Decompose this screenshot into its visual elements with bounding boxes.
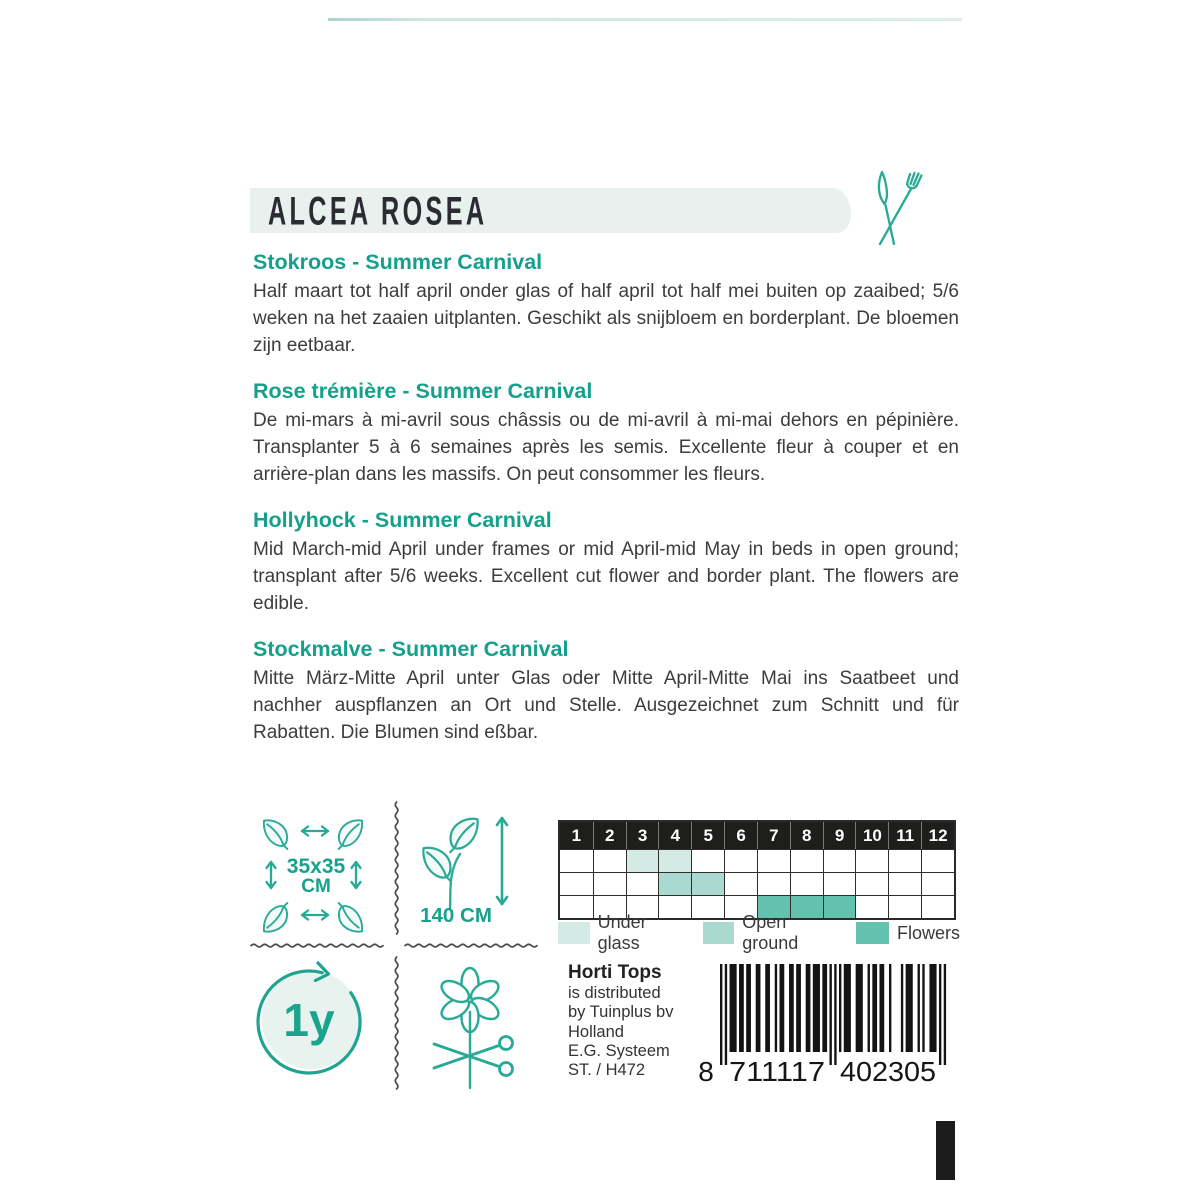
distributor-line: Holland (568, 1022, 624, 1041)
calendar-cell (855, 872, 888, 895)
barcode-bar (720, 964, 722, 1065)
plant-height-value: 140 CM (420, 904, 492, 927)
calendar-cell (790, 849, 823, 872)
spacing-number: 35x35 (286, 855, 346, 878)
barcode-bar (879, 964, 884, 1052)
barcode-bar (765, 964, 770, 1052)
distributor-line: E.G. Systeem (568, 1041, 670, 1060)
barcode-bars (720, 964, 946, 1065)
wavy-divider-vertical-2 (392, 956, 402, 1090)
calendar-row (560, 849, 954, 872)
legend-item (703, 912, 843, 954)
barcode-bar (739, 964, 744, 1052)
barcode-first-digit: 8 (698, 1056, 714, 1086)
calendar-month-header: 8 (790, 822, 823, 849)
barcode-bar (746, 964, 751, 1052)
section-heading-fr: Rose trémière - Summer Carnival (253, 379, 593, 403)
calendar-cell (888, 872, 921, 895)
barcode-bar (868, 964, 870, 1052)
calendar-cell (691, 849, 724, 872)
calendar-cell (626, 872, 659, 895)
legend-item (856, 922, 960, 944)
barcode-bar (756, 964, 761, 1052)
barcode-bar (796, 964, 801, 1052)
barcode-bar (944, 964, 946, 1065)
calendar-month-header: 11 (888, 822, 921, 849)
calendar-cell (855, 849, 888, 872)
distributor-line: by Tuinplus bv (568, 1003, 674, 1022)
calendar-grid-body (560, 849, 954, 918)
calendar-cell-filled (691, 872, 724, 895)
calendar-cell (757, 872, 790, 895)
section-body-fr: De mi-mars à mi-avril sous châssis ou de mi-avril à mi-mai dehors en pépinière. Transplanter 5 à 6 semaines après les semis. Excellente fleur à couper et en arrière-plan dans les massifs. On peut consommer les fleurs. (253, 410, 959, 485)
calendar-cell-filled (658, 849, 691, 872)
distributor-line: ST. / H472 (568, 1061, 646, 1080)
wave-path (395, 802, 398, 934)
calendar-cell (823, 849, 856, 872)
calendar-month-header: 3 (626, 822, 659, 849)
barcode-bar (725, 964, 727, 1065)
section-heading-de: Stockmalve - Summer Carnival (253, 637, 569, 661)
wavy-divider-horizontal-right (404, 941, 548, 951)
calendar-cell-filled (658, 872, 691, 895)
barcode-left-digits: 711117 (729, 1056, 825, 1086)
wave-path (405, 944, 537, 947)
barcode-bar (813, 964, 820, 1052)
calendar-header-row (560, 822, 954, 849)
calendar-month-header: 4 (658, 822, 691, 849)
barcode-bar (839, 964, 841, 1052)
legend-swatch (703, 922, 735, 944)
barcode-bar (806, 964, 811, 1052)
species-title: ALCEA ROSEA (268, 189, 488, 234)
legend-swatch (856, 922, 889, 944)
calendar-cell-filled (626, 849, 659, 872)
calendar-month-header: 1 (560, 822, 593, 849)
barcode-svg (694, 962, 952, 1086)
sowing-calendar (558, 820, 956, 920)
calendar-row (560, 872, 954, 895)
calendar-cell (888, 849, 921, 872)
lifecycle-value: 1y (283, 994, 335, 1046)
spacing-value (270, 857, 362, 897)
barcode-bar (889, 964, 891, 1052)
calendar-cell (790, 872, 823, 895)
legend-label: Flowers (896, 922, 960, 943)
distributor-line: is distributed (568, 984, 661, 1002)
barcode-bar (822, 964, 827, 1052)
barcode-right-digits: 402305 (840, 1056, 936, 1086)
calendar-cell (823, 872, 856, 895)
calendar-month-header: 12 (921, 822, 954, 849)
legend-label: Open ground (742, 912, 799, 953)
calendar-month-header: 10 (855, 822, 888, 849)
wave-path (251, 944, 383, 947)
barcode-bar (929, 964, 936, 1052)
spacing-unit: CM (301, 876, 331, 897)
barcode-bar (775, 964, 777, 1052)
barcode-bar (872, 964, 877, 1052)
scissors-icon (434, 1037, 513, 1076)
barcode-bar (922, 964, 924, 1052)
section-heading-nl: Stokroos - Summer Carnival (253, 250, 543, 274)
plant-height-icon (408, 808, 518, 910)
calendar-month-header: 5 (691, 822, 724, 849)
section-dutch (253, 250, 959, 359)
distributor-name: Horti Tops (568, 962, 662, 983)
cutlery-icon (858, 166, 932, 252)
barcode (694, 962, 952, 1086)
barcode-bar (906, 964, 913, 1052)
calendar-cell (593, 872, 626, 895)
barcode-bar (939, 964, 941, 1065)
barcode-bar (844, 964, 851, 1052)
wave-path (395, 957, 398, 1089)
barcode-bar (856, 964, 863, 1052)
calendar-cell (593, 849, 626, 872)
barcode-bar (780, 964, 785, 1052)
section-german (253, 637, 959, 746)
barcode-bar (730, 964, 737, 1052)
legend-item (558, 912, 690, 954)
barcode-bar (834, 964, 836, 1065)
section-body-nl: Half maart tot half april onder glas of half april tot half mei buiten op zaaibed; 5/6 weken na het zaaien uitplanten. Geschikt als snijbloem en borderplant. De bloemen zijn eetbaar. (253, 281, 959, 356)
section-english (253, 508, 959, 617)
section-body-en: Mid March-mid April under frames or mid April-mid May in beds in open ground; transplant after 5/6 weeks. Excellent cut flower and border plant. The flowers are edible. (253, 539, 959, 614)
calendar-month-header: 2 (593, 822, 626, 849)
calendar-legend (558, 912, 960, 954)
legend-swatch (558, 922, 590, 944)
barcode-bar (901, 964, 903, 1052)
calendar-cell (921, 872, 954, 895)
wavy-divider-vertical (392, 801, 402, 943)
calendar-cell (560, 872, 593, 895)
calendar-cell (757, 849, 790, 872)
calendar-month-header: 6 (724, 822, 757, 849)
calendar-month-header: 9 (823, 822, 856, 849)
calendar-month-header: 7 (757, 822, 790, 849)
top-trim-line (328, 18, 962, 21)
section-body-de: Mitte März-Mitte April unter Glas oder Mitte April-Mitte Mai ins Saatbeet und nachher auspflanzen an Ort und Stelle. Ausgezeichnet zum Schnitt und für Rabatten. Die Blumen sind eßbar. (253, 668, 959, 743)
barcode-bar (918, 964, 920, 1052)
description-sections (253, 250, 959, 766)
calendar-cell (560, 849, 593, 872)
section-heading-en: Hollyhock - Summer Carnival (253, 508, 552, 532)
calendar-cell (724, 849, 757, 872)
legend-label: Under glass (597, 912, 647, 953)
wavy-divider-horizontal-left (250, 941, 394, 951)
print-registration-mark (936, 1121, 955, 1180)
distributor-info (568, 961, 673, 1080)
cut-flower-icon (420, 960, 520, 1094)
barcode-bar (789, 964, 794, 1052)
calendar-cell (921, 849, 954, 872)
barcode-bar (829, 964, 831, 1065)
calendar-cell (724, 872, 757, 895)
section-french (253, 379, 959, 488)
